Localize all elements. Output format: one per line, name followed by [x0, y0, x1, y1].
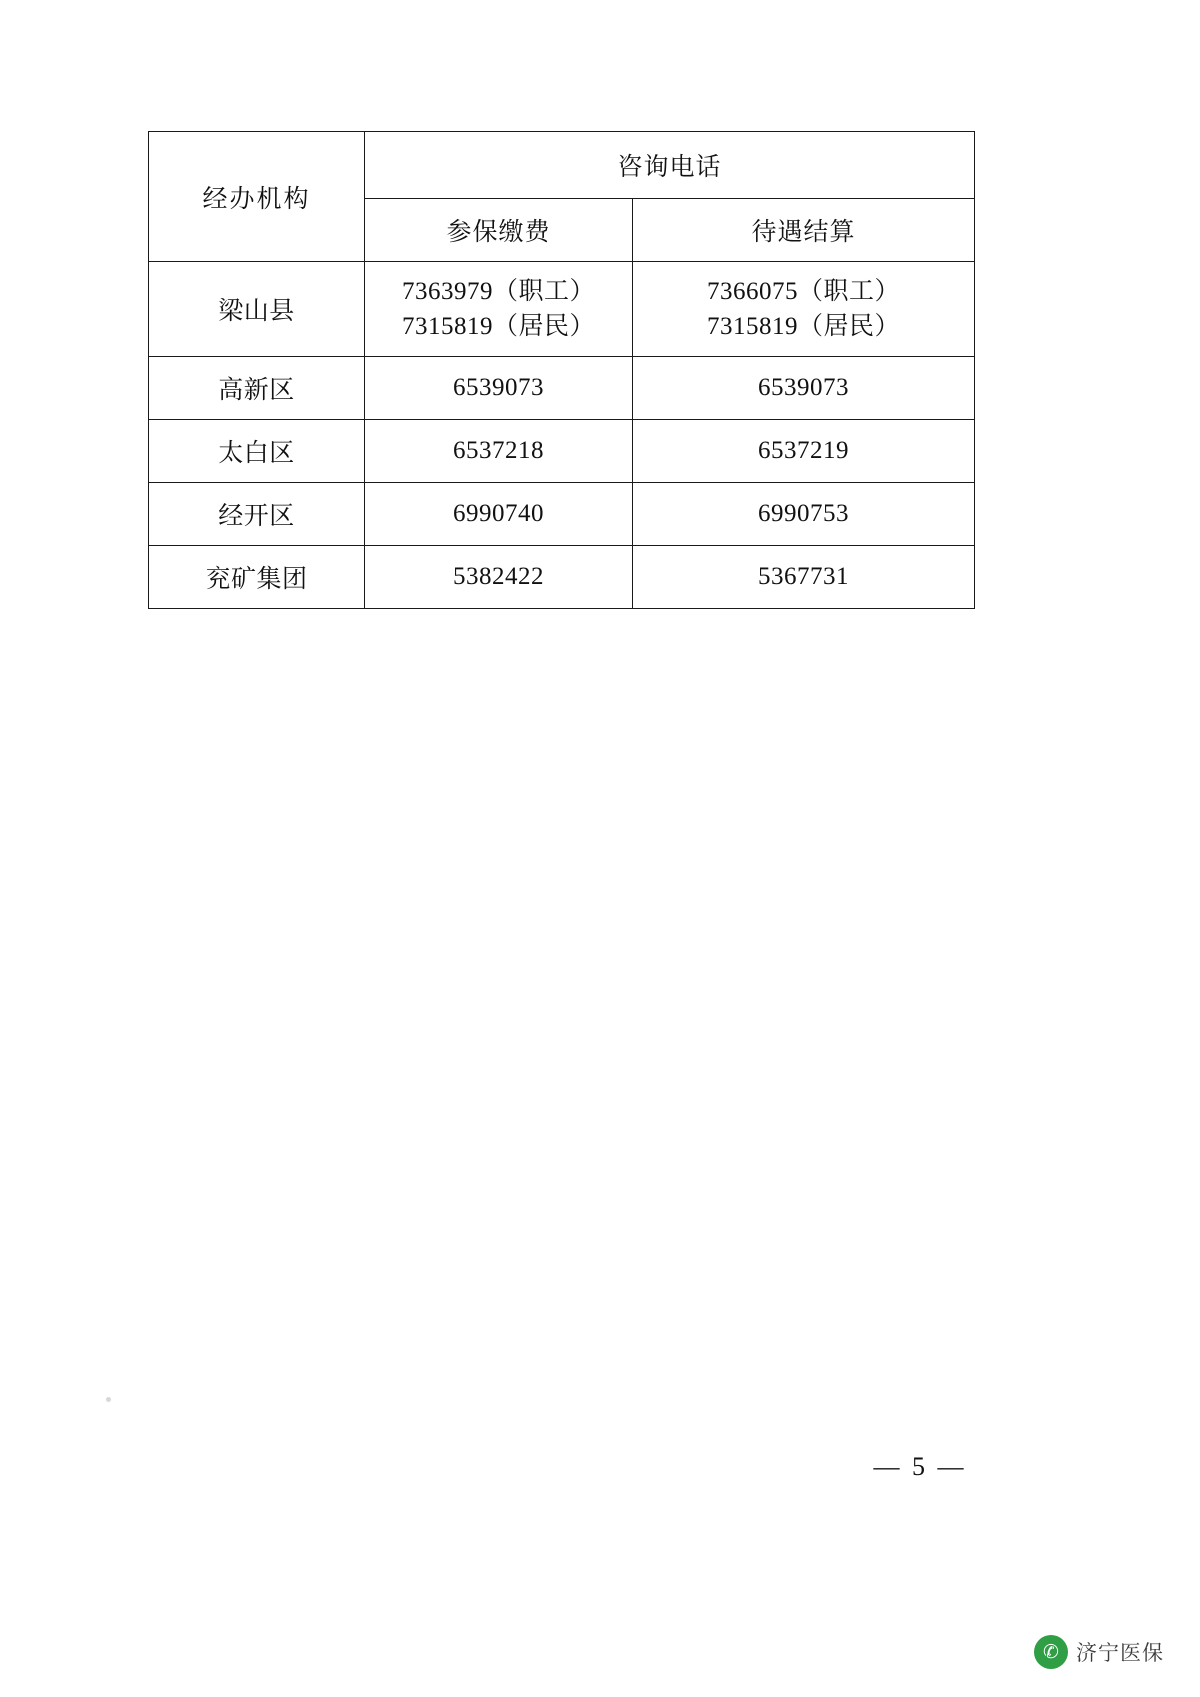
cell-payment-phone: 6537218	[365, 420, 633, 483]
cell-settlement-phone: 5367731	[633, 546, 975, 609]
phone-line: 7363979（职工）	[401, 277, 595, 305]
cell-organization: 太白区	[149, 420, 365, 483]
cell-payment-phone: 6990740	[365, 483, 633, 546]
page-number: — 5 —	[873, 1452, 967, 1481]
contact-phone-table	[148, 131, 975, 609]
cell-organization: 经开区	[149, 483, 365, 546]
wechat-icon	[1034, 1635, 1068, 1669]
wechat-glyph: ✆	[1043, 1641, 1059, 1663]
cell-payment-phone	[365, 262, 633, 357]
cell-settlement-phone: 6539073	[633, 357, 975, 420]
table-row	[149, 546, 975, 609]
page-speck	[106, 1397, 111, 1402]
cell-payment-phone: 5382422	[365, 546, 633, 609]
header-cell-settlement: 待遇结算	[633, 199, 975, 262]
contact-table-container	[148, 131, 974, 609]
cell-settlement-phone: 6537219	[633, 420, 975, 483]
cell-organization: 高新区	[149, 357, 365, 420]
cell-settlement-phone	[633, 262, 975, 357]
header-cell-phone-group: 咨询电话	[365, 132, 975, 199]
table-row	[149, 420, 975, 483]
table-header-row-top	[149, 132, 975, 199]
cell-payment-phone: 6539073	[365, 357, 633, 420]
cell-settlement-phone: 6990753	[633, 483, 975, 546]
table-row	[149, 483, 975, 546]
wechat-account-badge	[1034, 1635, 1164, 1669]
cell-organization: 梁山县	[149, 262, 365, 357]
table-row	[149, 357, 975, 420]
table-row	[149, 262, 975, 357]
wechat-account-name: 济宁医保	[1076, 1642, 1164, 1665]
phone-line: 7315819（居民）	[401, 313, 595, 340]
phone-line: 7366075（职工）	[707, 277, 901, 305]
phone-line: 7315819（居民）	[707, 313, 901, 340]
cell-organization: 兖矿集团	[149, 546, 365, 609]
header-cell-organization: 经办机构	[149, 132, 365, 262]
header-cell-payment: 参保缴费	[365, 199, 633, 262]
